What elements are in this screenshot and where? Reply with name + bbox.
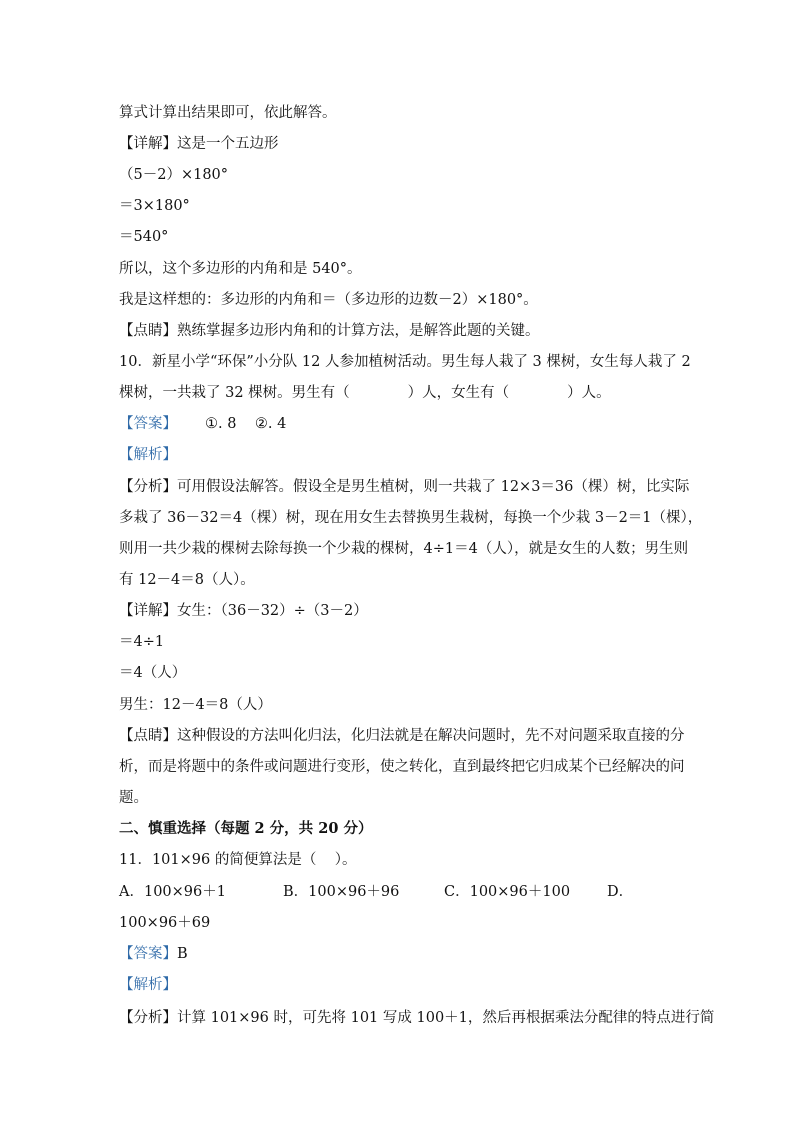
question-11: 11．101×96 的简便算法是（ ）。: [119, 852, 357, 868]
text-line: 算式计算出结果即可，依此解答。: [119, 105, 337, 121]
question-text: ）人。: [567, 385, 611, 401]
question-text: 棵树，一共栽了 32 棵树。男生有（: [119, 385, 350, 401]
detail-heading: 【详解】这是一个五边形: [119, 136, 279, 152]
analysis-line: 多栽了 36－32＝4（棵）树，现在用女生去替换男生栽树，每换一个少栽 3－2＝1（棵），: [119, 510, 703, 526]
option-d-label: D．: [607, 884, 634, 900]
answer-value: B: [177, 946, 188, 962]
option-c: C．100×96＋100: [444, 884, 571, 900]
tip-line: 【点睛】熟练掌握多边形内角和的计算方法，是解答此题的关键。: [119, 323, 540, 339]
tip-line: 析，而是将题中的条件或问题进行变形，使之转化，直到最终把它归成某个已经解决的问: [119, 759, 685, 775]
analysis-tag: 【解析】: [119, 977, 177, 993]
tip-line: 【点睛】这种假设的方法叫化归法，化归法就是在解决问题时，先不对问题采取直接的分: [119, 728, 685, 744]
analysis-line: 【分析】计算 101×96 时，可先将 101 写成 100＋1，然后再根据乘法分配律的特点进行简: [119, 1010, 715, 1026]
analysis-line: 有 12－4＝8（人）。: [119, 572, 255, 588]
formula-line: ＝3×180°: [119, 198, 190, 214]
formula-line: 男生：12－4＝8（人）: [119, 697, 272, 713]
detail-line: 【详解】女生：（36－32）÷（3－2）: [119, 603, 368, 619]
question-text: ）人，女生有（: [407, 385, 510, 401]
formula-line: ＝4（人）: [119, 665, 187, 681]
option-a: A．100×96＋1: [119, 884, 226, 900]
text-line: 我是这样想的：多边形的内角和＝（多边形的边数－2）×180°。: [119, 292, 538, 308]
formula-line: （5－2）×180°: [119, 167, 229, 183]
analysis-line: 则用一共少栽的棵树去除每换一个少栽的棵树，4÷1＝4（人），就是女生的人数；男生则: [119, 541, 689, 557]
section-heading: 二、慎重选择（每题 2 分，共 20 分）: [119, 820, 373, 837]
answer-line: [119, 944, 188, 964]
formula-line: ＝540°: [119, 229, 169, 245]
option-d-value: 100×96＋69: [119, 915, 211, 931]
answer-tag: 【答案】: [119, 946, 177, 962]
formula-line: ＝4÷1: [119, 634, 165, 650]
question-10-line-1: 10．新星小学“环保”小分队 12 人参加植树活动。男生每人栽了 3 棵树，女生每人栽了 2: [119, 354, 691, 370]
answer-tag: 【答案】: [119, 416, 177, 432]
answer-line: [119, 414, 286, 434]
text-line: 所以，这个多边形的内角和是 540°。: [119, 261, 362, 277]
answer-value: ①. 8 ②. 4: [205, 416, 287, 432]
question-10-line-2: [119, 383, 611, 403]
analysis-tag: 【解析】: [119, 447, 177, 463]
option-b: B．100×96＋96: [283, 884, 400, 900]
analysis-line: 【分析】可用假设法解答。假设全是男生植树，则一共栽了 12×3＝36（棵）树，比实际: [119, 479, 690, 495]
tip-line: 题。: [119, 790, 148, 806]
